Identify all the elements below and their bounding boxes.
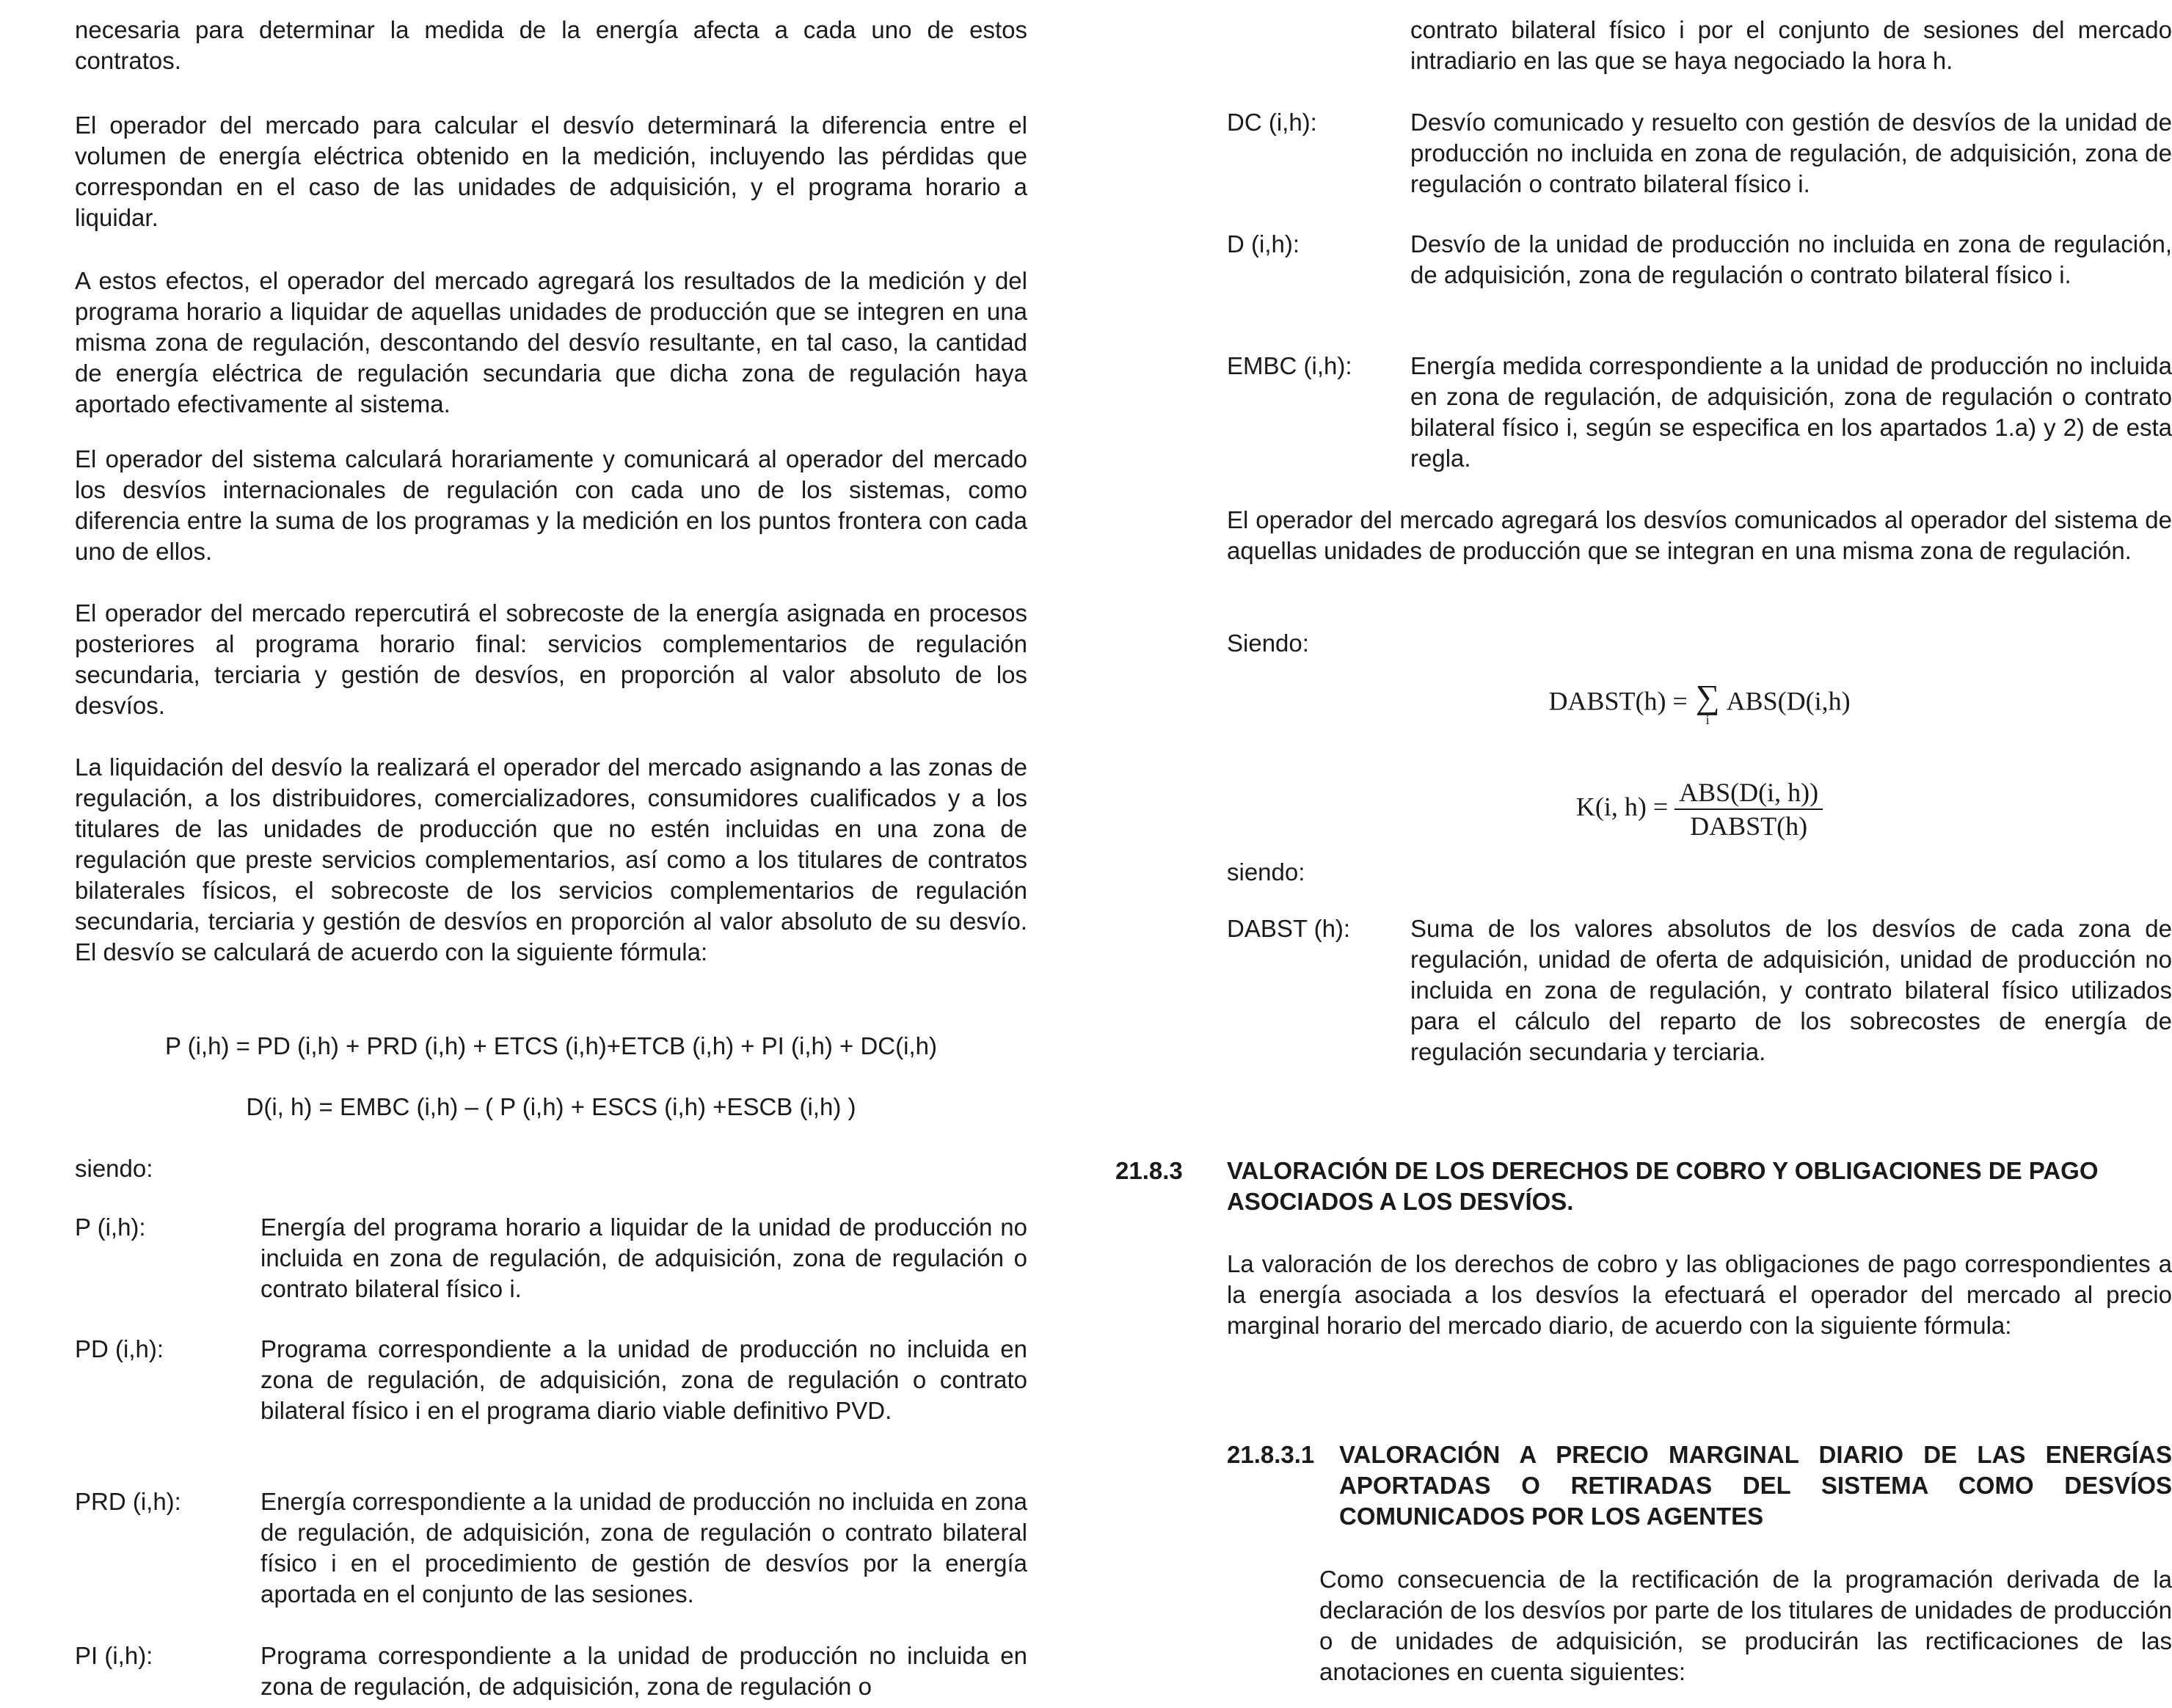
definition-term: PD (i,h): xyxy=(75,1335,164,1362)
paragraph-text: necesaria para determinar la medida de la energía afecta a cada uno de estos contratos. xyxy=(75,16,1027,74)
definition-text: Energía correspondiente a la unidad de producción no incluida en zona de regulación, de adquisición, zona de regulación o contrato bilateral físico i en el procedimiento de gestión de desvíos por la energía aportada en el conjunto de las sesiones. xyxy=(260,1488,1027,1607)
equation-dabst xyxy=(1227,678,2172,727)
paragraph xyxy=(75,110,1027,233)
definition-term: DABST (h): xyxy=(1227,915,1351,942)
section-title: VALORACIÓN DE LOS DERECHOS DE COBRO Y OBLIGACIONES DE PAGO ASOCIADOS A LOS DESVÍOS. xyxy=(1227,1157,2099,1215)
siendo-text: siendo: xyxy=(75,1155,153,1182)
definition-term: DC (i,h): xyxy=(1227,109,1317,136)
definition-text: Programa correspondiente a la unidad de producción no incluida en zona de regulación, de adquisición, zona de regulación o contrato bilateral físico i en el programa diario viable definitivo PVD. xyxy=(260,1335,1027,1424)
paragraph xyxy=(75,444,1027,567)
paragraph xyxy=(1227,1249,2172,1341)
definition-term: PI (i,h): xyxy=(75,1642,153,1669)
equation-rhs: ABS(D(i,h) xyxy=(1726,686,1851,716)
paragraph xyxy=(75,598,1027,721)
paragraph-text: contrato bilateral físico i por el conjunto de sesiones del mercado intradiario en las que se haya negociado la hora h. xyxy=(1410,16,2172,74)
paragraph xyxy=(1319,1564,2172,1687)
continued-definition xyxy=(1410,15,2172,76)
fraction-numerator: ABS(D(i, h)) xyxy=(1674,778,1823,810)
equation-k xyxy=(1227,778,2172,841)
subsection-number: 21.8.3.1 xyxy=(1227,1441,1315,1468)
sum-symbol xyxy=(1695,678,1720,727)
paragraph-text: El operador del mercado para calcular el desvío determinará la diferencia entre el volumen de energía eléctrica obtenido en la medición, incluyendo las pérdidas que correspondan en el caso de las unidades de adquisición, y el programa horario a liquidar. xyxy=(75,112,1027,231)
definition-text: Energía medida correspondiente a la unidad de producción no incluida en zona de regulación, de adquisición, zona de regulación o contrato bilateral físico i, según se especifica en los apartados 1.a) y 2) de esta regla. xyxy=(1410,352,2172,472)
subsection-title: VALORACIÓN A PRECIO MARGINAL DIARIO DE LAS ENERGÍAS APORTADAS O RETIRADAS DEL SISTEMA COMO DESVÍOS COMUNICADOS POR LOS AGENTES xyxy=(1339,1441,2172,1530)
paragraph-text: La liquidación del desvío la realizará el operador del mercado asignando a las zonas de regulación, a los distribuidores, comercializadores, consumidores cualificados y a los titulares de las unidades de producción que no estén incluidas en una zona de regulación que preste servicios complementarios, así como a los titulares de contratos bilaterales físicos, el sobrecoste de los servicios complementarios de regulación secundaria, terciaria y gestión de desvíos en proporción al valor absoluto de su desvío. El desvío se calculará de acuerdo con la siguiente fórmula: xyxy=(75,753,1027,966)
fraction-denominator: DABST(h) xyxy=(1690,811,1808,841)
definition-term: P (i,h): xyxy=(75,1214,146,1241)
sigma-icon: ∑ xyxy=(1695,678,1720,715)
paragraph-text: El operador del sistema calculará horariamente y comunicará al operador del mercado los desvíos internacionales de regulación con cada uno de los sistemas, como diferencia entre la suma de los programas y la medición en los puntos frontera con cada uno de ellos. xyxy=(75,445,1027,565)
paragraph xyxy=(1227,505,2172,566)
paragraph xyxy=(75,266,1027,420)
equation-lhs: K(i, h) = xyxy=(1575,792,1669,822)
siendo-label xyxy=(1227,857,2172,888)
paragraph-text: El operador del mercado repercutirá el sobrecoste de la energía asignada en procesos posteriores al programa horario final: servicios complementarios de regulación secundaria, terciaria y gestión de desvíos, en proporción al valor absoluto de los desvíos. xyxy=(75,599,1027,719)
paragraph-text: A estos efectos, el operador del mercado agregará los resultados de la medición y del programa horario a liquidar de aquellas unidades de producción que se integren en una misma zona de regulación, descontando del desvío resultante, en tal caso, la cantidad de energía eléctrica de regulación secundaria que dicha zona de regulación haya aportado efectivamente al sistema. xyxy=(75,267,1027,417)
siendo-text: Siendo: xyxy=(1227,629,1309,657)
sum-index: i xyxy=(1705,712,1710,727)
formula-p: P (i,h) = PD (i,h) + PRD (i,h) + ETCS (i,h)+ETCB (i,h) + PI (i,h) + DC(i,h) xyxy=(165,1032,937,1059)
section-number: 21.8.3 xyxy=(1115,1157,1183,1184)
definition-text: Desvío de la unidad de producción no incluida en zona de regulación, de adquisición, zona de regulación o contrato bilateral físico i. xyxy=(1410,230,2172,288)
definition-text: Desvío comunicado y resuelto con gestión de desvíos de la unidad de producción no incluida en zona de regulación, de adquisición, zona de regulación o contrato bilateral físico i. xyxy=(1410,109,2172,197)
paragraph xyxy=(75,752,1027,968)
equation-lhs: DABST(h) = xyxy=(1548,686,1688,716)
paragraph-text: Como consecuencia de la rectificación de la programación derivada de la declaración de los desvíos por parte de los titulares de unidades de producción o de unidades de adquisición, se producirán las rectificaciones de las anotaciones en cuenta siguientes: xyxy=(1319,1566,2172,1685)
siendo-text: siendo: xyxy=(1227,858,1305,886)
paragraph-text: La valoración de los derechos de cobro y las obligaciones de pago correspondientes a la energía asociada a los desvíos la efectuará el operador del mercado al precio marginal horario del mercado diario, de acuerdo con la siguiente fórmula: xyxy=(1227,1250,2172,1339)
siendo-label xyxy=(75,1153,1027,1184)
formula-d: D(i, h) = EMBC (i,h) – ( P (i,h) + ESCS (i,h) +ESCB (i,h) ) xyxy=(246,1093,856,1120)
definition-term: EMBC (i,h): xyxy=(1227,352,1352,379)
definition-term: D (i,h): xyxy=(1227,230,1300,258)
siendo-label xyxy=(1227,628,2172,659)
fraction xyxy=(1674,778,1823,841)
definition-text: Energía del programa horario a liquidar de la unidad de producción no incluida en zona de regulación, de adquisición, zona de regulación o contrato bilateral físico i. xyxy=(260,1214,1027,1302)
definition-text: Programa correspondiente a la unidad de producción no incluida en zona de regulación, de adquisición, zona de regulación o xyxy=(260,1642,1027,1700)
definition-text: Suma de los valores absolutos de los desvíos de cada zona de regulación, unidad de oferta de adquisición, unidad de producción no incluida en zona de regulación, y contrato bilateral físico utilizados para el cálculo del reparto de los sobrecostes de energía de regulación secundaria y terciaria. xyxy=(1410,915,2172,1065)
paragraph-text: El operador del mercado agregará los desvíos comunicados al operador del sistema de aquellas unidades de producción que se integran en una misma zona de regulación. xyxy=(1227,506,2172,564)
paragraph xyxy=(75,15,1027,76)
definition-term: PRD (i,h): xyxy=(75,1488,181,1515)
